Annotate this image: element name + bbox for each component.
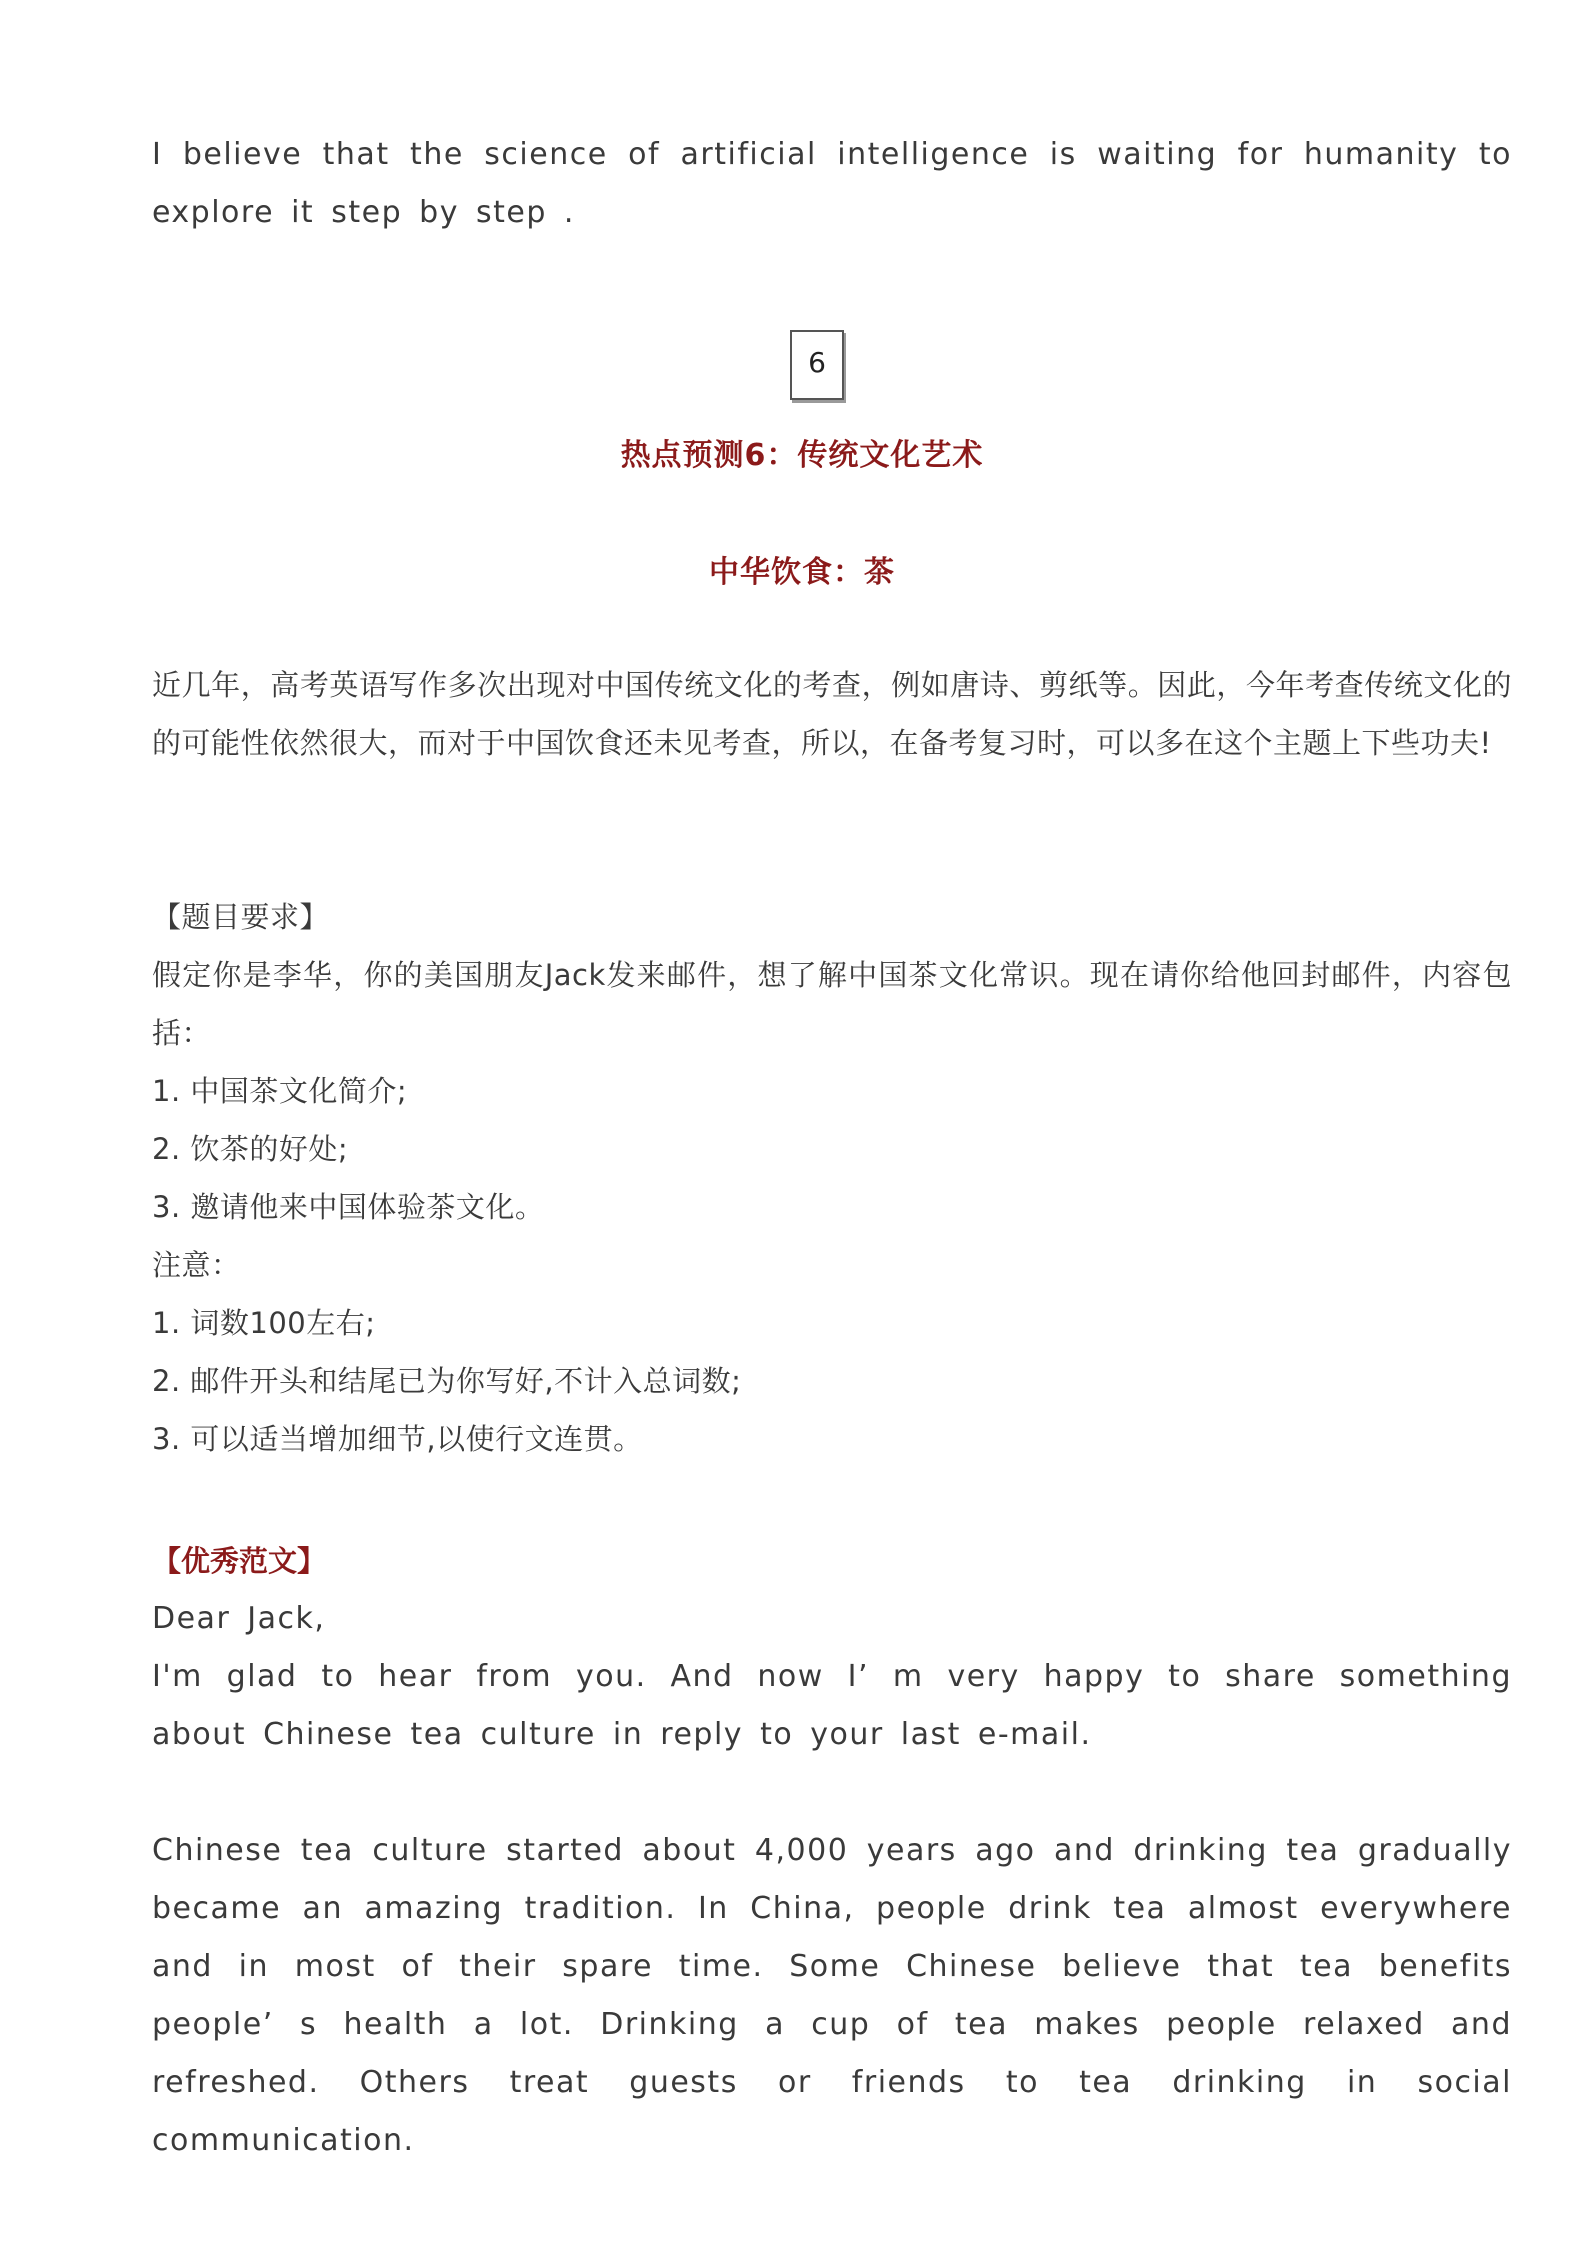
paragraph-spacer <box>152 1764 1512 1822</box>
ai-closing-paragraph: I believe that the science of artificial intelligence is waiting for humanity to explore it step by step . <box>152 137 1512 230</box>
note-item: 3. 可以适当增加细节,以使行文连贯。 <box>152 1422 643 1456</box>
sample-essay-label: 【优秀范文】 <box>152 1544 327 1578</box>
section-subtitle: 中华饮食：茶 <box>709 555 895 590</box>
notes-label: 注意： <box>152 1248 241 1282</box>
sample-paragraph-1: I'm glad to hear from you. And now I’ m very happy to share something about Chinese tea culture in reply to your last e-mail. <box>152 1659 1512 1752</box>
note-item: 1. 词数100左右; <box>152 1306 376 1340</box>
note-item: 2. 邮件开头和结尾已为你写好,不计入总词数; <box>152 1364 742 1398</box>
requirements-label: 【题目要求】 <box>152 900 330 934</box>
section-title: 热点预测6：传统文化艺术 <box>620 438 984 473</box>
section-intro-paragraph: 近几年，高考英语写作多次出现对中国传统文化的考查，例如唐诗、剪纸等。因此，今年考查传统文化的的可能性依然很大，而对于中国饮食还未见考查，所以，在备考复习时，可以多在这个主题上下些功夫! <box>152 668 1512 760</box>
sample-essay-block <box>152 1532 1512 2170</box>
section-number-box: 6 <box>790 330 844 400</box>
sample-paragraph-2: Chinese tea culture started about 4,000 years ago and drinking tea gradually became an amazing tradition. In China, people drink tea almost everywhere and in most of their spare time. Some Chinese believe that tea benefits people’ s health a lot. Drinking a cup of tea makes people relaxed and refreshed. Others treat guests or friends to tea drinking in social communication. <box>152 1833 1512 2158</box>
salutation: Dear Jack, <box>152 1601 326 1636</box>
requirement-item: 1. 中国茶文化简介; <box>152 1074 408 1108</box>
requirements-block <box>152 888 1512 1468</box>
section-number-wrap <box>152 330 1512 400</box>
requirements-prompt: 假定你是李华，你的美国朋友Jack发来邮件，想了解中国茶文化常识。现在请你给他回封邮件，内容包括： <box>152 958 1512 1050</box>
requirement-item: 2. 饮茶的好处; <box>152 1132 349 1166</box>
requirement-item: 3. 邀请他来中国体验茶文化。 <box>152 1190 545 1224</box>
